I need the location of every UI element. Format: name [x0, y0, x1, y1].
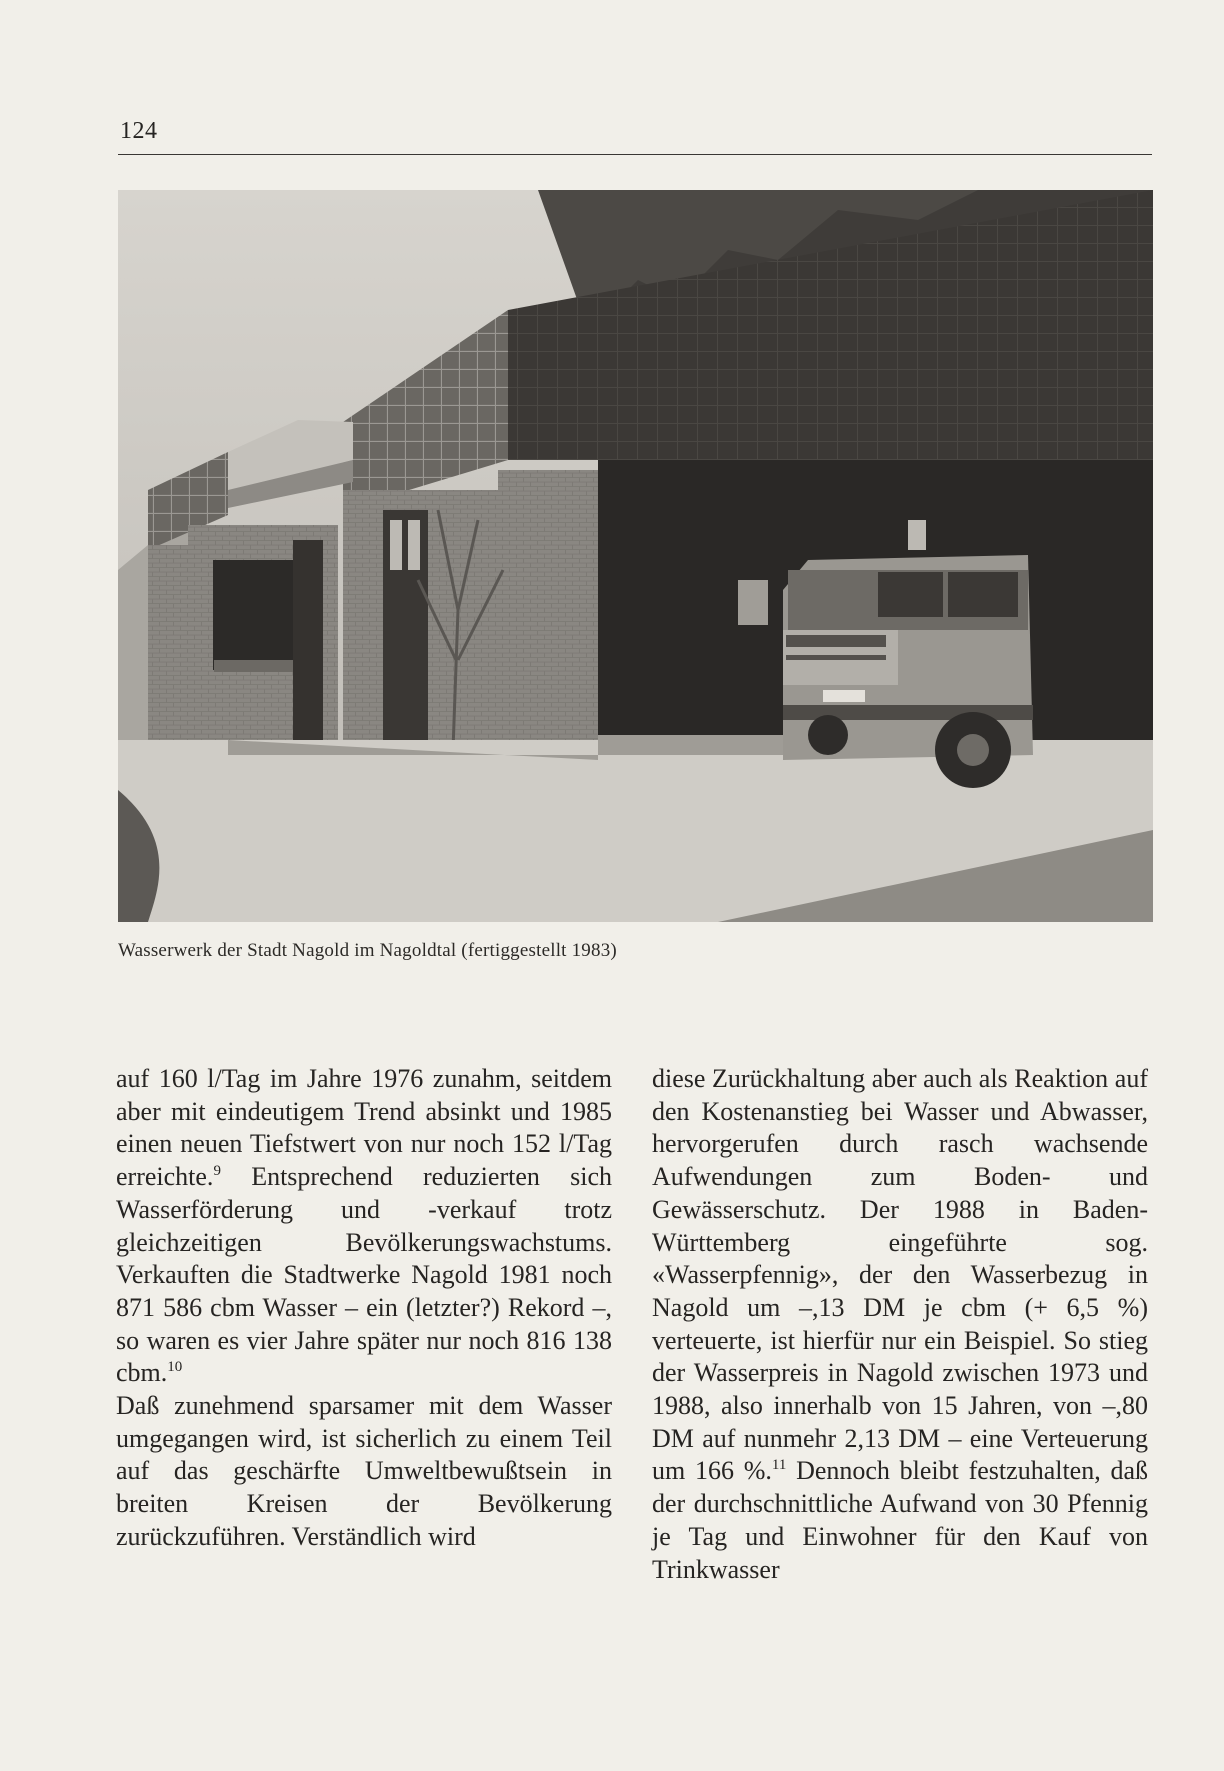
figure-caption: Wasserwerk der Stadt Nagold im Nagoldtal (fertiggestellt 1983) [118, 940, 617, 961]
column-left [116, 1063, 612, 1554]
body-text: Daß zunehmend sparsamer mit dem Wasser umgegangen wird, ist sicherlich zu einem Teil auf das geschärfte Umweltbewußtsein in breiten Kreisen der Bevölkerung zurückzuführen. Verständlich wird [116, 1391, 612, 1551]
body-paragraph [116, 1063, 612, 1390]
body-text: Dennoch bleibt festzuhalten, daß der durchschnittliche Aufwand von 30 Pfennig je Tag und Einwohner für den Kauf von Trinkwasser [652, 1456, 1149, 1584]
footnote-reference: 10 [167, 1359, 183, 1376]
footnote-reference: 9 [213, 1163, 221, 1180]
body-text: diese Zurückhaltung aber auch als Reaktion auf den Kostenanstieg bei Wasser und Abwasser, hervorgerufen durch rasch wachsende Aufwendungen zum Boden- und Gewässerschutz. Der 1988 in Baden-Württemberg eingeführte sog. «Wasserpfennig», der den Wasserbezug in Nagold um –,13 DM je cbm (+ 6,5 %) verteuerte, ist hierfür nur ein Beispiel. So stieg der Wasserpreis in Nagold zwischen 1973 und 1988, also innerhalb von 15 Jahren, von –,80 DM auf nunmehr 2,13 DM – eine Verteuerung um 166 %. [652, 1064, 1148, 1486]
body-paragraph [652, 1063, 1148, 1586]
column-right [652, 1063, 1148, 1586]
footnote-reference: 11 [771, 1457, 787, 1474]
body-text: Entsprechend reduzierten sich Wasserförderung und -verkauf trotz gleichzeitigen Bevölkerungswachstums. Verkauften die Stadtwerke Nagold 1981 noch 871 586 cbm Wasser – ein (letzter?) Rekord –, so waren es vier Jahre später nur noch 816 138 cbm. [116, 1162, 612, 1388]
body-paragraph [116, 1390, 612, 1554]
header-rule [118, 154, 1152, 155]
photo [118, 190, 1153, 922]
body-text: auf 160 l/Tag im Jahre 1976 zunahm, seitdem aber mit eindeutigem Trend absinkt und 1985 einen neuen Tiefstwert von nur noch 152 l/Tag erreichte. [116, 1064, 612, 1192]
page-number: 124 [120, 118, 158, 144]
